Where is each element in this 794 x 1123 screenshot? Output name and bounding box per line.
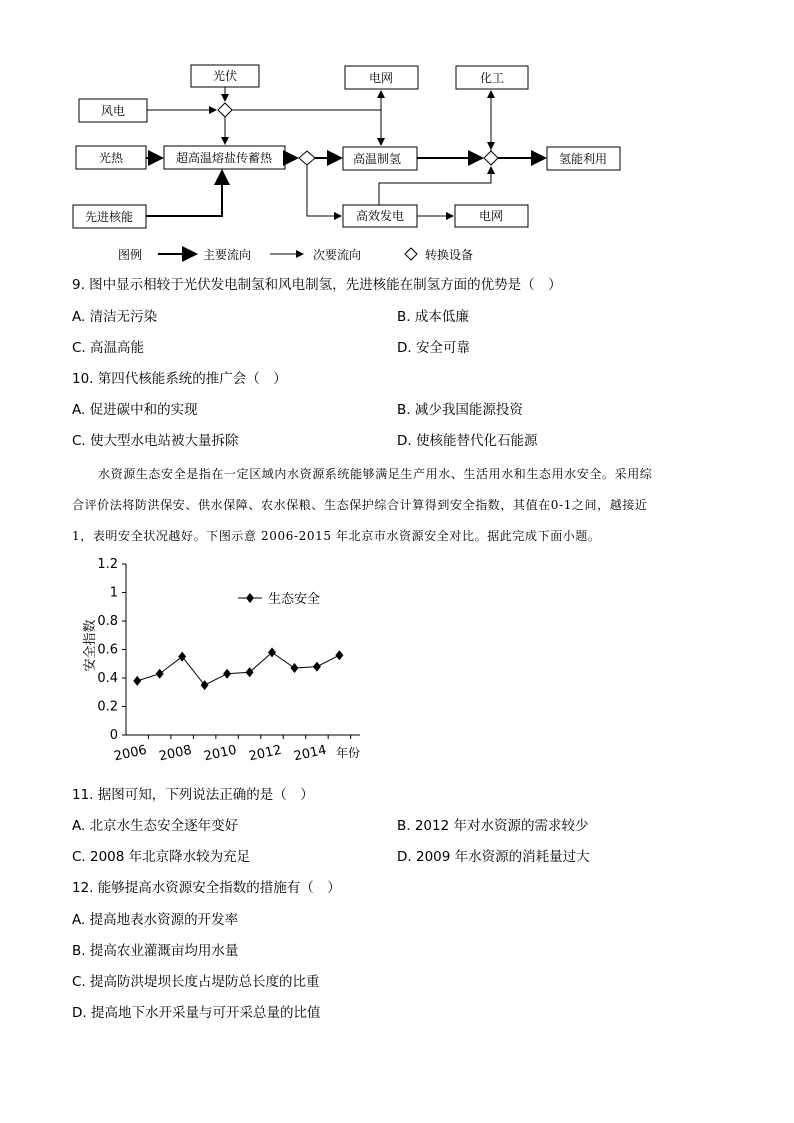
y-axis-label: 安全指数 — [83, 619, 98, 672]
legend-secondary: 次要流向 — [313, 248, 362, 262]
question-11-option-a[interactable]: A. 北京水生态安全逐年变好 — [72, 818, 239, 834]
question-12-option-a[interactable]: A. 提高地表水资源的开发率 — [72, 912, 239, 928]
label-gaowen: 高温制氢 — [352, 152, 402, 166]
question-9-stem: 9. 图中显示相较于光伏发电制氢和风电制氢，先进核能在制氢方面的优势是（ ） — [72, 277, 562, 293]
question-12-option-d[interactable]: D. 提高地下水开采量与可开采总量的比值 — [72, 1005, 321, 1021]
label-dianwang-top: 电网 — [368, 71, 394, 85]
energy-flow-diagram — [0, 0, 794, 270]
label-qingneng: 氢能利用 — [558, 152, 608, 166]
y-tick-label: 0.2 — [97, 699, 118, 715]
question-11-option-d[interactable]: D. 2009 年水资源的消耗量过大 — [397, 849, 590, 865]
x-tick-label: 2010 — [202, 742, 239, 765]
x-axis-label: 年份 — [335, 746, 361, 760]
legend-diamond-icon — [405, 248, 417, 260]
label-fengdian: 风电 — [100, 104, 126, 118]
data-point-marker — [223, 669, 231, 679]
y-tick-label: 0.6 — [97, 642, 118, 658]
data-point-marker — [156, 669, 164, 679]
data-point-marker — [335, 650, 343, 660]
label-huagong: 化工 — [479, 71, 505, 85]
y-tick-label: 0.8 — [97, 614, 118, 629]
label-gaoxiao: 高效发电 — [355, 209, 405, 223]
x-tick-label: 2012 — [247, 742, 284, 765]
series-line-ecological-safety — [137, 652, 339, 685]
label-guangre: 光热 — [98, 151, 124, 165]
question-10-option-b[interactable]: B. 减少我国能源投资 — [397, 402, 523, 418]
label-dianwang-bottom: 电网 — [478, 209, 504, 223]
label-hexin: 先进核能 — [84, 210, 134, 224]
question-9-option-b[interactable]: B. 成本低廉 — [397, 309, 469, 325]
passage-line-2: 合评价法将防洪保安、供水保障、农水保粮、生态保护综合计算得到安全指数，其值在0-1之间，越接近 — [72, 498, 648, 512]
y-tick-label: 0.4 — [97, 671, 118, 686]
legend-title: 图例 — [118, 248, 143, 262]
question-11-option-b[interactable]: B. 2012 年对水资源的需求较少 — [397, 818, 589, 834]
data-point-marker — [313, 662, 321, 672]
legend-label: 生态安全 — [268, 592, 321, 607]
question-12-option-c[interactable]: C. 提高防洪堤坝长度占堤防总长度的比重 — [72, 974, 320, 990]
data-point-marker — [133, 676, 141, 686]
label-rongyan: 超高温熔盐传蓄热 — [175, 151, 273, 165]
question-10-stem: 10. 第四代核能系统的推广会（ ） — [72, 371, 287, 387]
question-9-option-d[interactable]: D. 安全可靠 — [397, 340, 470, 356]
label-guangfu: 光伏 — [212, 69, 238, 83]
question-9-option-a[interactable]: A. 清洁无污染 — [72, 309, 158, 325]
legend-device: 转换设备 — [425, 248, 474, 262]
legend-main: 主要流向 — [203, 248, 252, 262]
question-12-stem: 12. 能够提高水资源安全指数的措施有（ ） — [72, 880, 341, 896]
question-10-option-c[interactable]: C. 使大型水电站被大量拆除 — [72, 433, 239, 449]
x-tick-label: 2014 — [292, 742, 328, 765]
water-safety-chart — [70, 552, 380, 772]
data-point-marker — [290, 663, 298, 673]
data-point-marker — [268, 647, 276, 657]
x-tick-label: 2008 — [157, 742, 194, 765]
question-11-stem: 11. 据图可知，下列说法正确的是（ ） — [72, 787, 314, 803]
passage-line-3: 1，表明安全状况越好。下图示意 2006-2015 年北京市水资源安全对比。据此完成下面小题。 — [72, 529, 601, 543]
question-9-option-c[interactable]: C. 高温高能 — [72, 340, 145, 356]
passage — [72, 459, 732, 552]
question-10-option-a[interactable]: A. 促进碳中和的实现 — [72, 402, 198, 418]
diamond-top — [218, 103, 232, 117]
diamond-right — [484, 151, 498, 165]
diamond-middle — [299, 151, 315, 165]
data-point-marker — [246, 667, 254, 677]
y-tick-label: 1.2 — [97, 557, 118, 572]
question-10-option-d[interactable]: D. 使核能替代化石能源 — [397, 433, 538, 449]
question-11-option-c[interactable]: C. 2008 年北京降水较为充足 — [72, 849, 251, 865]
y-tick-label: 0 — [109, 728, 118, 743]
y-tick-label: 1 — [109, 585, 118, 601]
question-12-option-b[interactable]: B. 提高农业灌溉亩均用水量 — [72, 943, 239, 959]
passage-line-1: 水资源生态安全是指在一定区域内水资源系统能够满足生产用水、生活用水和生态用水安全。采用综 — [98, 467, 653, 481]
diagram-legend — [118, 247, 473, 262]
legend-marker — [246, 593, 254, 603]
x-tick-label: 2006 — [112, 742, 149, 765]
